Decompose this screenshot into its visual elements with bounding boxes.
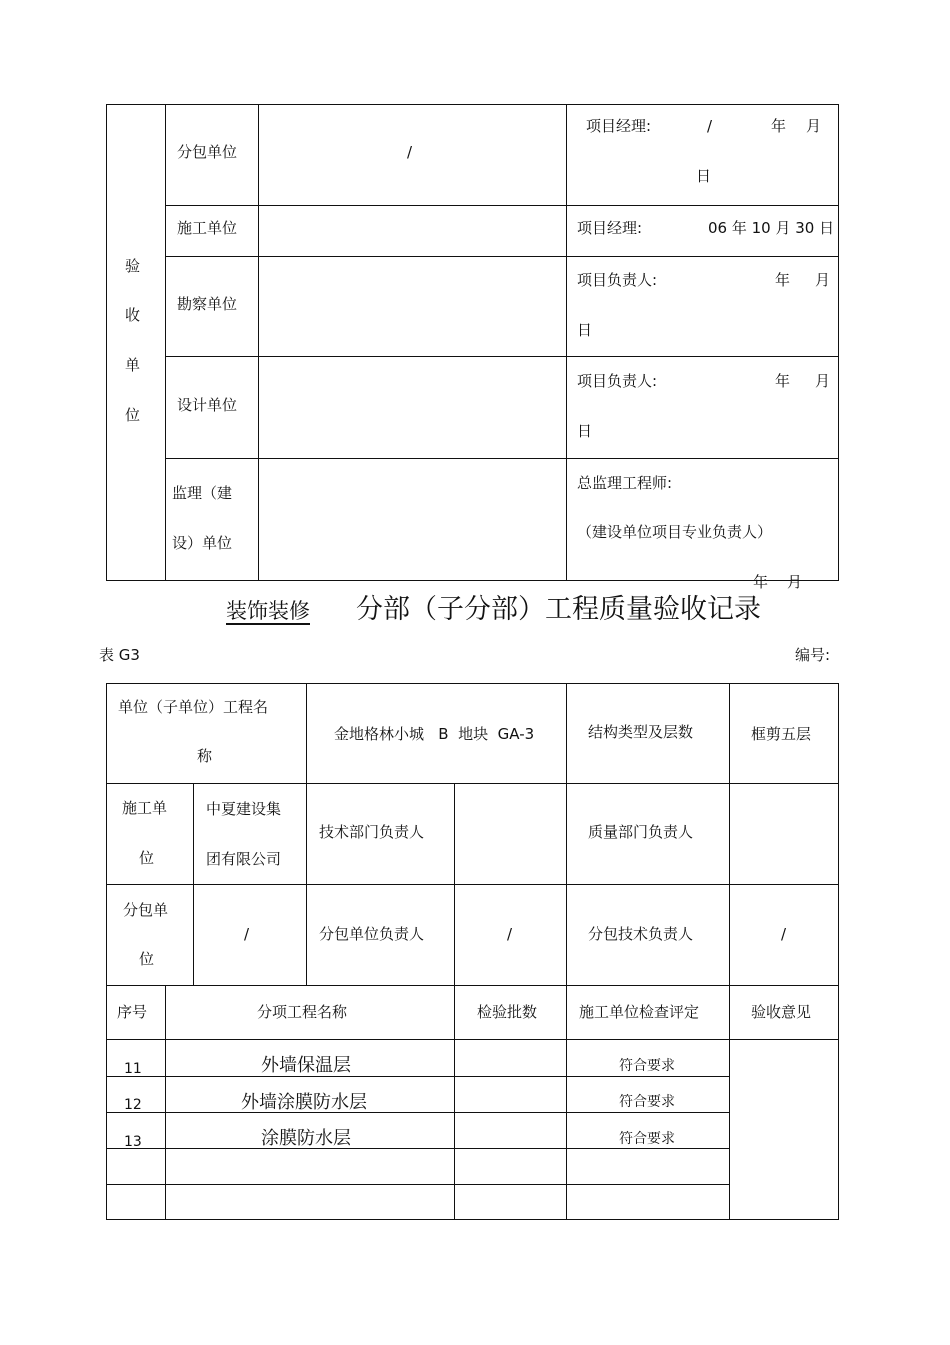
title-underlined-part: 装饰装修: [226, 599, 310, 623]
item-evaluation: 符合要求: [619, 1094, 675, 1110]
subcontractor-value: /: [244, 925, 250, 943]
group-label-char: 位: [125, 406, 141, 424]
contractor-label: 位: [139, 849, 155, 867]
table-border: [258, 104, 259, 580]
project-name: 金地格林小城 B 地块 GA-3: [334, 725, 535, 743]
date-year: 年: [775, 372, 791, 390]
table-border: [566, 683, 567, 1219]
table-border: [838, 104, 839, 580]
column-header-opinion: 验收意见: [751, 1003, 812, 1021]
sub-head-label: 分包单位负责人: [319, 925, 425, 943]
unit-label-design: 设计单位: [177, 396, 238, 414]
item-name: 外墙保温层: [261, 1055, 351, 1076]
date-month: 月: [806, 117, 822, 135]
table-border: [165, 458, 839, 459]
signature-label: 项目负责人:: [577, 271, 658, 289]
unit-label-constructor: 施工单位: [177, 219, 238, 237]
table-border: [729, 683, 730, 1219]
unit-value-subcontractor: /: [407, 143, 413, 161]
table-border: [106, 104, 839, 105]
tech-head-label: 技术部门负责人: [319, 823, 425, 841]
date-month: 月: [815, 271, 831, 289]
column-header-evaluation: 施工单位检查评定: [579, 1003, 700, 1021]
column-header-item-name: 分项工程名称: [257, 1003, 348, 1021]
sub-tech-label: 分包技术负责人: [588, 925, 694, 943]
subcontractor-label: 位: [139, 950, 155, 968]
item-name: 外墙涂膜防水层: [241, 1092, 367, 1113]
item-evaluation: 符合要求: [619, 1058, 675, 1074]
unit-label-supervisor: 设）单位: [172, 534, 233, 552]
table-border: [193, 783, 194, 985]
contractor-label: 施工单: [122, 799, 168, 817]
item-no: 11: [124, 1061, 142, 1077]
table-border: [306, 683, 307, 985]
column-header-no: 序号: [117, 1003, 148, 1021]
contractor-name: 团有限公司: [206, 850, 282, 868]
signature-note: （建设单位项目专业负责人）: [577, 523, 773, 541]
quality-head-label: 质量部门负责人: [588, 823, 694, 841]
sub-tech-value: /: [781, 925, 787, 943]
item-evaluation: 符合要求: [619, 1131, 675, 1147]
number-label: 编号:: [795, 646, 831, 664]
unit-label-supervisor: 监理（建: [172, 484, 233, 502]
table-border: [165, 256, 839, 257]
item-name: 涂膜防水层: [261, 1128, 351, 1149]
table-border: [165, 985, 166, 1219]
subcontractor-label: 分包单: [123, 901, 169, 919]
date-day: 日: [577, 321, 593, 339]
table-border: [106, 580, 839, 581]
table-border: [165, 356, 839, 357]
item-no: 12: [124, 1097, 142, 1113]
contractor-name: 中夏建设集: [206, 800, 282, 818]
table-border: [838, 683, 839, 1219]
table-border: [106, 104, 107, 580]
date-day: 日: [577, 422, 593, 440]
project-name-label: 称: [197, 747, 213, 765]
record-title: [226, 596, 761, 623]
structure-value: 框剪五层: [751, 725, 812, 743]
date-year: 年: [775, 271, 791, 289]
table-border: [165, 205, 839, 206]
unit-label-survey: 勘察单位: [177, 295, 238, 313]
date-day: 日: [696, 167, 712, 185]
signature-label: 项目经理:: [577, 219, 643, 237]
title-main: 分部（子分部）工程质量验收记录: [356, 594, 761, 625]
table-border: [106, 1184, 729, 1185]
date-year: 年: [771, 117, 787, 135]
table-border: [566, 104, 567, 580]
structure-label: 结构类型及层数: [588, 723, 694, 741]
group-label-char: 收: [125, 306, 141, 324]
signature-label: 总监理工程师:: [577, 474, 673, 492]
table-border: [165, 104, 166, 580]
table-border: [106, 1076, 729, 1077]
table-border: [106, 1148, 729, 1149]
date-month: 月: [787, 573, 803, 591]
signature-label: 项目负责人:: [577, 372, 658, 390]
group-label-char: 单: [125, 356, 141, 374]
table-border: [106, 683, 107, 1219]
item-no: 13: [124, 1134, 142, 1150]
date-month: 月: [815, 372, 831, 390]
table-border: [106, 1219, 839, 1220]
date-year: 年: [753, 573, 769, 591]
signature-label: 项目经理:: [586, 117, 652, 135]
unit-label-subcontractor: 分包单位: [177, 143, 238, 161]
column-header-batch-count: 检验批数: [477, 1003, 538, 1021]
table-border: [106, 1112, 729, 1113]
project-name-label: 单位（子单位）工程名: [118, 698, 269, 716]
group-label-char: 验: [125, 257, 141, 275]
table-border: [454, 783, 455, 1219]
table-code: 表 G3: [99, 646, 140, 664]
signature-value: /: [707, 117, 713, 135]
sub-head-value: /: [507, 925, 513, 943]
signature-date: 06 年 10 月 30 日: [708, 219, 835, 237]
